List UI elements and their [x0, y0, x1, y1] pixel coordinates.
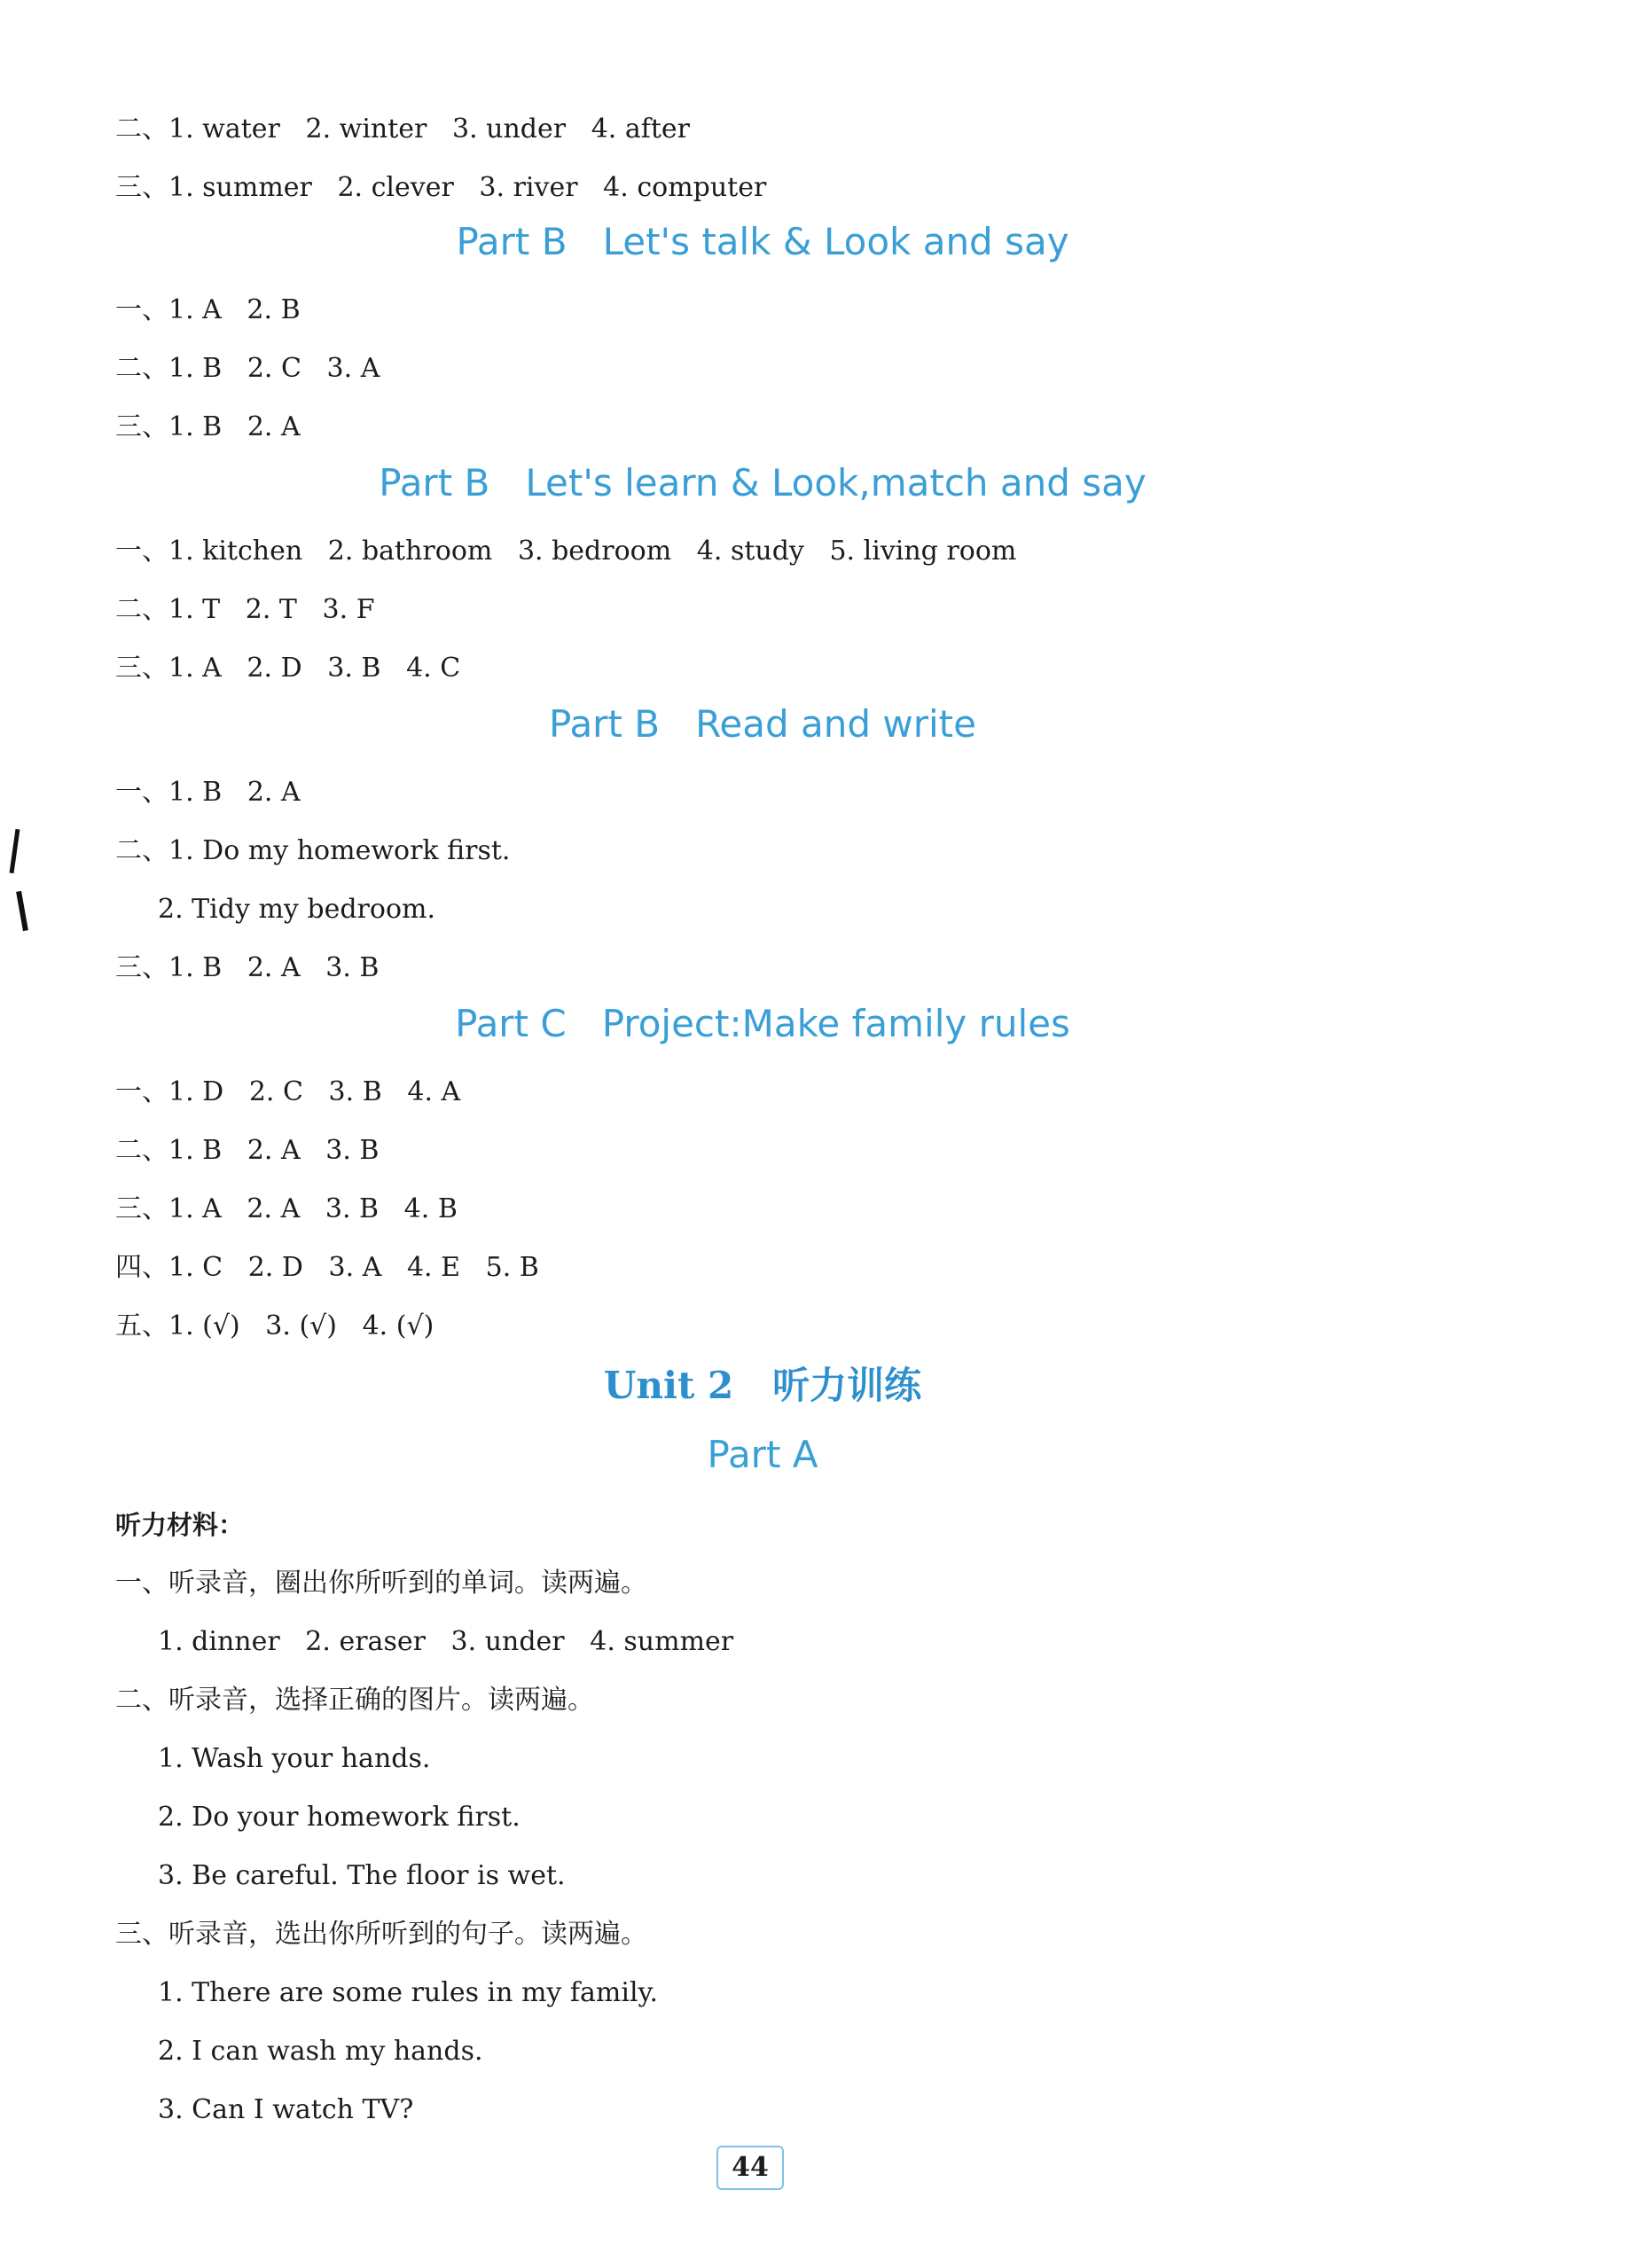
- unit-title: Unit 2 听力训练: [603, 1364, 922, 1407]
- scan-mark: [10, 829, 20, 873]
- answer-line: 三、1. summer 2. clever 3. river 4. computer: [115, 172, 767, 203]
- question-line: 二、听录音，选择正确的图片。读两遍。: [115, 1685, 594, 1716]
- answer-line: 二、1. B 2. A 3. B: [115, 1135, 380, 1166]
- question-line: 一、听录音，圈出你所听到的单词。读两遍。: [115, 1568, 647, 1599]
- listening-material-label: 听力材料：: [115, 1510, 245, 1540]
- answer-line: 一、1. kitchen 2. bathroom 3. bedroom 4. study 5. living room: [115, 536, 1017, 567]
- answer-line: 二、1. T 2. T 3. F: [115, 594, 375, 625]
- answer-line: 一、1. B 2. A: [115, 777, 301, 808]
- answer-line: 二、1. B 2. C 3. A: [115, 353, 380, 384]
- transcript-line: 1. dinner 2. eraser 3. under 4. summer: [158, 1626, 734, 1657]
- transcript-line: 1. Wash your hands.: [158, 1743, 431, 1774]
- page-number: 44: [716, 2146, 784, 2190]
- section-heading: Part B Let's learn & Look,match and say: [379, 461, 1147, 504]
- transcript-line: 2. I can wash my hands.: [158, 2036, 483, 2067]
- transcript-line: 2. Do your homework first.: [158, 1802, 521, 1833]
- section-heading: Part A: [707, 1433, 818, 1476]
- answer-line: 三、1. A 2. D 3. B 4. C: [115, 653, 461, 684]
- answer-line: 一、1. D 2. C 3. B 4. A: [115, 1076, 461, 1107]
- section-heading: Part B Read and write: [549, 702, 976, 746]
- scan-mark: [16, 891, 28, 931]
- answer-line: 三、1. B 2. A 3. B: [115, 952, 380, 983]
- answer-line: 三、1. A 2. A 3. B 4. B: [115, 1193, 458, 1224]
- answer-line: 二、1. Do my homework first.: [115, 835, 511, 866]
- transcript-line: 3. Can I watch TV?: [158, 2094, 414, 2125]
- section-heading: Part C Project:Make family rules: [455, 1002, 1070, 1045]
- answer-line: 一、1. A 2. B: [115, 294, 301, 325]
- answer-line: 2. Tidy my bedroom.: [158, 894, 435, 925]
- answer-line: 五、1. (√) 3. (√) 4. (√): [115, 1310, 434, 1341]
- answer-line: 四、1. C 2. D 3. A 4. E 5. B: [115, 1252, 539, 1283]
- answer-line: 三、1. B 2. A: [115, 411, 301, 442]
- section-heading: Part B Let's talk & Look and say: [456, 220, 1069, 263]
- answer-line: 二、1. water 2. winter 3. under 4. after: [115, 113, 691, 145]
- transcript-line: 1. There are some rules in my family.: [158, 1977, 659, 2008]
- question-line: 三、听录音，选出你所听到的句子。读两遍。: [115, 1919, 647, 1950]
- transcript-line: 3. Be careful. The floor is wet.: [158, 1860, 566, 1891]
